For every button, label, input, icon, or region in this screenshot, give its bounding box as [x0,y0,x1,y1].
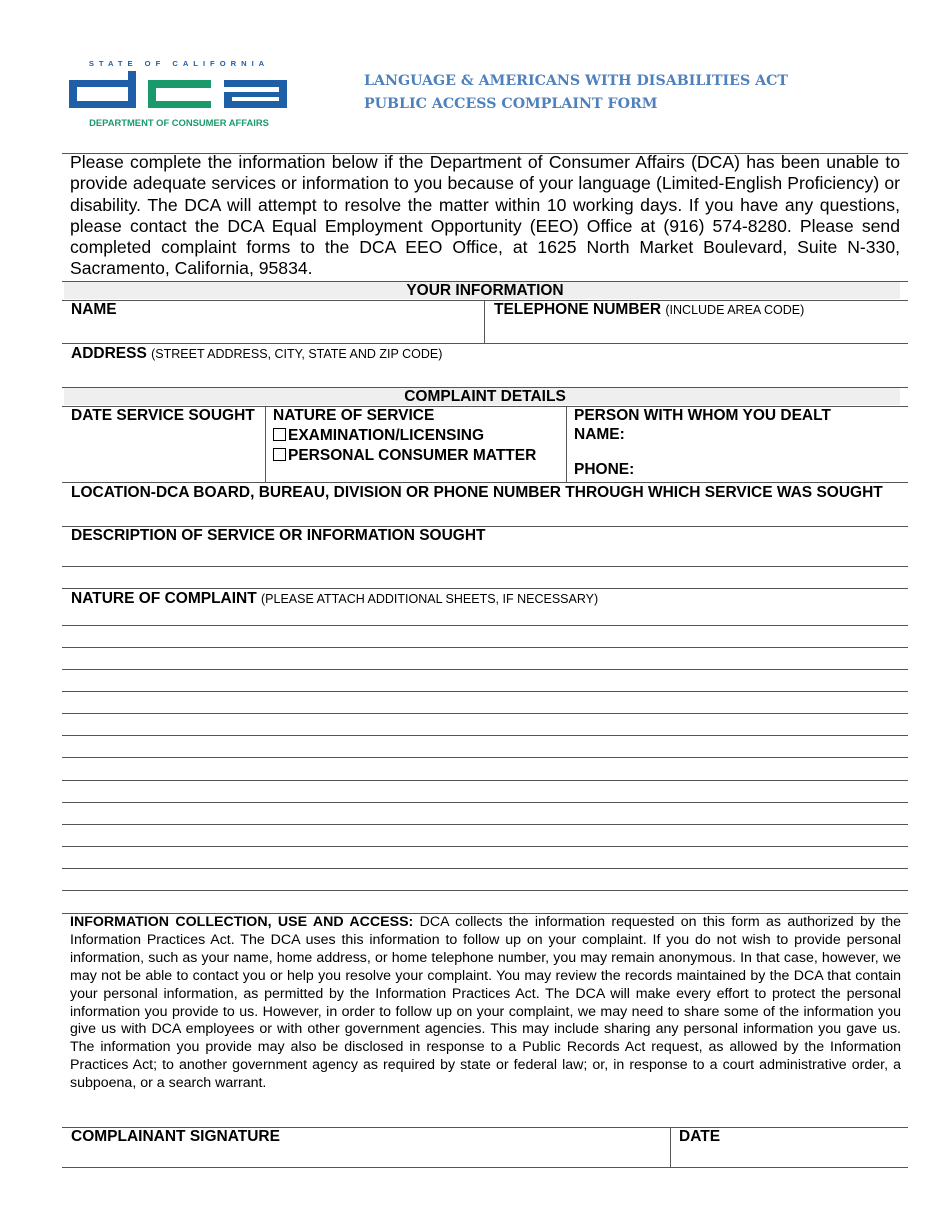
date-service-label: DATE SERVICE SOUGHT [71,407,255,424]
complaint-details-heading: COMPLAINT DETAILS [404,388,566,405]
address-note: (STREET ADDRESS, CITY, STATE AND ZIP CODE) [151,347,443,361]
location-label: LOCATION-DCA BOARD, BUREAU, DIVISION OR PHONE NUMBER THROUGH WHICH SERVICE WAS SOUGHT [71,484,883,501]
your-information-heading: YOUR INFORMATION [406,282,564,299]
logo-bottom-text: DEPARTMENT OF CONSUMER AFFAIRS [89,117,269,128]
divider [484,300,485,343]
person-phone-field[interactable] [640,460,900,480]
divider [566,406,567,482]
intro-paragraph: Please complete the information below if the Department of Consumer Affairs (DCA) has been unable to provide adequate services or information to you because of your language (Limited-English Proficiency) or disability. The DCA will attempt to resolve the matter within 10 working days. If you have any questions, please contact the DCA Equal Employment Opportunity (EEO) Office at (916) 574-8280. Please send completed complaint forms to the DCA EEO Office, at 1625 North Market Boulevard, Suite N-330, Sacramento, California, 95834. [70,152,900,279]
signature-date-field[interactable] [679,1148,904,1166]
divider [62,566,908,567]
telephone-note: (INCLUDE AREA CODE) [665,303,805,317]
dca-logo-mark [66,58,292,130]
nature-of-complaint-label [71,589,598,609]
person-phone-label: PHONE: [574,461,635,478]
description-field-line2[interactable] [72,568,902,587]
complaint-text-area[interactable] [62,608,908,892]
description-field[interactable] [72,547,902,565]
nature-of-complaint-note: (PLEASE ATTACH ADDITIONAL SHEETS, IF NECESSARY) [261,592,599,606]
person-name-label: NAME: [574,426,625,443]
address-label-text: ADDRESS [71,345,147,362]
complaint-line [62,824,908,825]
option-personal-label: PERSONAL CONSUMER MATTER [288,447,537,464]
date-service-field[interactable] [72,428,258,480]
person-name-field[interactable] [630,425,900,445]
nature-of-complaint-label-text: NATURE OF COMPLAINT [71,590,257,607]
complaint-line [62,868,908,869]
information-notice [70,914,901,1093]
name-label: NAME [71,301,117,318]
telephone-label [494,300,804,320]
dca-logo [66,58,292,130]
telephone-field[interactable] [494,320,904,342]
divider [62,1167,908,1168]
complainant-signature-label: COMPLAINANT SIGNATURE [71,1128,280,1145]
form-title [364,70,788,116]
person-dealt-label: PERSON WITH WHOM YOU DEALT [574,407,831,424]
complaint-line [62,691,908,692]
divider [265,406,266,482]
complaint-line [62,669,908,670]
nature-of-service-label: NATURE OF SERVICE [273,407,435,424]
complaint-line [62,647,908,648]
description-label: DESCRIPTION OF SERVICE OR INFORMATION SOUGHT [71,527,486,544]
address-label [71,344,442,364]
option-examination-licensing[interactable] [273,426,484,446]
form-title-line2: PUBLIC ACCESS COMPLAINT FORM [364,96,658,112]
name-field[interactable] [72,320,478,342]
complaint-line [62,846,908,847]
complaint-line [62,757,908,758]
complaint-line [62,713,908,714]
form-title-line1: LANGUAGE & AMERICANS WITH DISABILITIES ACT [364,73,788,89]
signature-date-label: DATE [679,1128,721,1145]
complaint-line [62,780,908,781]
notice-heading: INFORMATION COLLECTION, USE AND ACCESS: [70,914,414,930]
location-field[interactable] [72,504,902,524]
personal-consumer-checkbox[interactable] [273,448,286,461]
logo-top-text: STATE OF CALIFORNIA [88,59,270,68]
option-examination-label: EXAMINATION/LICENSING [288,427,485,444]
signature-field[interactable] [72,1148,662,1166]
notice-body: DCA collects the information requested on this form as authorized by the Information Practices Act. The DCA uses this information to follow up on your complaint. If you do not wish to provide personal information, such as your name, home address, or home telephone number, you may remain anonymous. In that case, however, we may not be able to contact you or help you resolve your complaint. You may review the records maintained by the DCA that contain your personal information, as permitted by the Information Practices Act. The DCA will make every effort to protect the personal information you provide to us. However, in order to follow up on your complaint, we may need to share some of the information you give us with DCA employees or with other government agencies. This may include sharing any personal information you gave us. The information you provide may also be disclosed in response to a Public Records Act request, as allowed by the Information Practices Act; to another government agency as required by state or federal law; or, in response to a court administrative order, a subpoena, or a search warrant. [70,914,902,1092]
complaint-line [62,802,908,803]
option-personal-consumer-matter[interactable] [273,446,536,466]
complaint-line [62,735,908,736]
divider [670,1127,671,1167]
complaint-line [62,890,908,891]
examination-checkbox[interactable] [273,428,286,441]
address-field[interactable] [72,364,902,386]
telephone-label-text: TELEPHONE NUMBER [494,301,662,318]
complaint-line [62,625,908,626]
